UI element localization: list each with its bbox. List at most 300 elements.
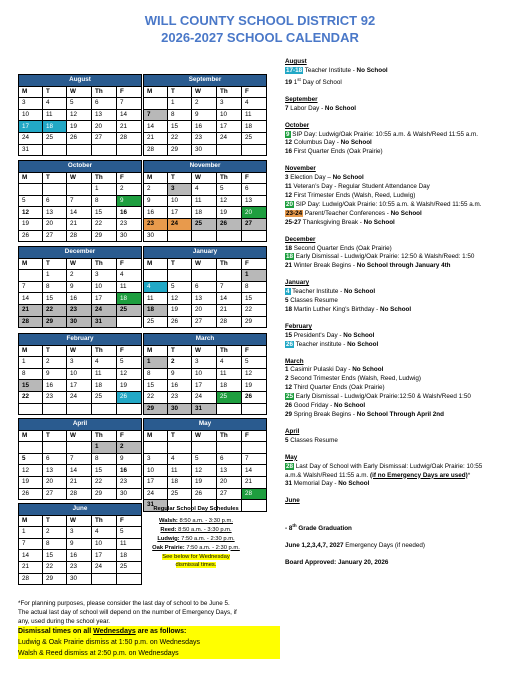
day-cell bbox=[19, 270, 43, 282]
day-cell: 25 bbox=[192, 218, 217, 230]
day-cell: 15 bbox=[92, 207, 117, 219]
day-cell: 15 bbox=[43, 550, 67, 562]
day-cell: 23 bbox=[117, 218, 142, 230]
day-cell bbox=[92, 144, 117, 156]
day-cell: 22 bbox=[92, 218, 117, 230]
day-cell: 1 bbox=[92, 442, 117, 454]
weekday-label: W bbox=[67, 86, 92, 98]
day-cell: 9 bbox=[168, 368, 192, 380]
day-cell: 19 bbox=[19, 476, 43, 488]
weekday-label: F bbox=[117, 258, 142, 270]
day-cell: 11 bbox=[43, 109, 67, 121]
day-cell: 31 bbox=[144, 500, 168, 512]
event-month-heading: June bbox=[285, 497, 300, 505]
weekday-label: M bbox=[19, 258, 43, 270]
weekday-label: Th bbox=[92, 258, 117, 270]
day-cell: 21 bbox=[117, 121, 142, 133]
day-cell: 20 bbox=[192, 304, 217, 316]
month-name: August bbox=[19, 75, 142, 87]
event-line: 7 Labor Day - No School bbox=[285, 104, 357, 112]
district-title: WILL COUNTY SCHOOL DISTRICT 92 bbox=[144, 13, 376, 28]
weekday-label: F bbox=[242, 172, 267, 184]
day-cell: 27 bbox=[192, 316, 217, 328]
day-cell: 8 bbox=[43, 281, 67, 293]
day-cell: 11 bbox=[117, 281, 142, 293]
month-name: January bbox=[144, 247, 267, 259]
day-cell: 28 bbox=[144, 144, 168, 156]
day-cell: 5 bbox=[117, 527, 142, 539]
weekday-label: M bbox=[144, 86, 168, 98]
day-cell: 30 bbox=[192, 144, 217, 156]
day-cell: 17 bbox=[168, 207, 192, 219]
day-cell: 21 bbox=[19, 304, 43, 316]
day-cell: 27 bbox=[43, 230, 67, 242]
day-cell: 2 bbox=[144, 184, 168, 196]
day-cell: 31 bbox=[192, 403, 217, 415]
day-cell: 9 bbox=[192, 109, 217, 121]
day-cell: 18 bbox=[117, 550, 142, 562]
weekday-label: W bbox=[192, 430, 217, 442]
weekday-label: Th bbox=[92, 345, 117, 357]
day-cell: 10 bbox=[217, 109, 242, 121]
event-line: 2 Second Trimester Ends (Walsh, Reed, Ludwig) bbox=[285, 375, 421, 383]
day-cell: 29 bbox=[168, 144, 192, 156]
day-cell: 1 bbox=[242, 270, 267, 282]
dismissal-walsh: Walsh & Reed dismiss at 2:50 p.m. on Wednesdays bbox=[18, 648, 280, 659]
day-cell: 5 bbox=[19, 195, 43, 207]
day-cell: 26 bbox=[117, 391, 142, 403]
day-cell: 10 bbox=[168, 195, 192, 207]
day-cell: 22 bbox=[92, 476, 117, 488]
day-cell bbox=[168, 230, 192, 242]
day-cell: 3 bbox=[92, 270, 117, 282]
day-cell: 31 bbox=[92, 316, 117, 328]
day-cell: 24 bbox=[92, 561, 117, 573]
event-line: 12 Third Quarter Ends (Oak Prairie) bbox=[285, 384, 385, 392]
day-cell: 10 bbox=[92, 538, 117, 550]
weekday-label: F bbox=[117, 345, 142, 357]
day-cell: 14 bbox=[67, 207, 92, 219]
day-cell: 30 bbox=[144, 230, 168, 242]
weekday-label: T bbox=[168, 258, 192, 270]
day-cell: 12 bbox=[242, 368, 267, 380]
weekday-label: M bbox=[19, 345, 43, 357]
day-cell: 20 bbox=[43, 218, 67, 230]
day-cell: 13 bbox=[242, 195, 267, 207]
day-cell: 25 bbox=[43, 132, 67, 144]
day-cell bbox=[92, 403, 117, 415]
spacer bbox=[285, 534, 517, 542]
event-line: Board Approved: January 20, 2026 bbox=[285, 559, 389, 567]
day-cell: 16 bbox=[144, 207, 168, 219]
day-cell: 3 bbox=[217, 98, 242, 110]
dismissal-heading: Dismissal times on all Wednesdays are as follows: bbox=[18, 626, 280, 637]
day-cell: 17 bbox=[217, 121, 242, 133]
weekday-label: M bbox=[144, 172, 168, 184]
day-cell: 17 bbox=[19, 121, 43, 133]
event-line: 11 Veteran’s Day - Regular Student Attendance Day bbox=[285, 183, 430, 191]
calendar-title: 2026-2027 SCHOOL CALENDAR bbox=[161, 30, 359, 45]
event-line: a.m.& Walsh/Reed 11:55 a.m. (if no Emergency Days are used)* bbox=[285, 471, 471, 479]
day-cell: 15 bbox=[168, 121, 192, 133]
day-cell: 10 bbox=[92, 281, 117, 293]
weekday-label: W bbox=[67, 172, 92, 184]
weekday-label: W bbox=[192, 345, 217, 357]
schedule-heading: Regular School Day Schedules bbox=[153, 506, 239, 512]
day-cell: 18 bbox=[92, 380, 117, 392]
weekday-label: Th bbox=[217, 172, 242, 184]
day-cell: 3 bbox=[67, 357, 92, 369]
day-cell: 28 bbox=[217, 316, 242, 328]
day-cell: 30 bbox=[117, 230, 142, 242]
event-month-heading: December bbox=[285, 235, 316, 243]
event-date-tag: 28 bbox=[286, 462, 294, 470]
day-cell: 26 bbox=[19, 488, 43, 500]
day-cell: 16 bbox=[168, 380, 192, 392]
day-cell: 10 bbox=[19, 109, 43, 121]
day-cell: 24 bbox=[19, 132, 43, 144]
day-cell: 28 bbox=[117, 132, 142, 144]
spacer bbox=[285, 315, 517, 323]
weekday-label: T bbox=[168, 345, 192, 357]
month-name: November bbox=[144, 161, 267, 173]
day-cell bbox=[242, 442, 267, 454]
weekday-label: Th bbox=[92, 172, 117, 184]
day-cell: 25 bbox=[242, 132, 267, 144]
day-cell: 22 bbox=[168, 132, 192, 144]
day-cell: 12 bbox=[19, 465, 43, 477]
spacer bbox=[285, 489, 517, 497]
day-cell: 14 bbox=[217, 293, 242, 305]
event-month-heading: October bbox=[285, 121, 310, 129]
event-line: 25 Early Dismissal - Ludwig/Oak Prairie:12:50 & Walsh/Reed 1:50 bbox=[286, 393, 471, 401]
day-cell: 15 bbox=[144, 380, 168, 392]
spacer bbox=[285, 114, 517, 122]
day-cell: 6 bbox=[192, 281, 217, 293]
day-cell: 30 bbox=[117, 488, 142, 500]
day-cell: 23 bbox=[192, 132, 217, 144]
weekday-label: W bbox=[67, 515, 92, 527]
event-month-heading: February bbox=[285, 322, 312, 330]
weekday-label: F bbox=[242, 86, 267, 98]
day-cell: 25 bbox=[92, 391, 117, 403]
day-cell: 24 bbox=[144, 488, 168, 500]
day-cell: 24 bbox=[168, 218, 192, 230]
day-cell: 23 bbox=[67, 561, 92, 573]
day-cell: 5 bbox=[217, 184, 242, 196]
day-cell: 27 bbox=[92, 132, 117, 144]
spacer bbox=[285, 228, 517, 236]
event-line: 26 Good Friday - No School bbox=[285, 402, 366, 410]
day-cell: 28 bbox=[19, 573, 43, 585]
day-cell bbox=[192, 442, 217, 454]
month-september bbox=[143, 74, 267, 156]
day-cell: 19 bbox=[19, 218, 43, 230]
events-column bbox=[285, 58, 517, 568]
day-cell: 25 bbox=[117, 561, 142, 573]
day-cell: 4 bbox=[43, 98, 67, 110]
day-cell: 16 bbox=[117, 465, 142, 477]
event-month-heading: April bbox=[285, 427, 300, 435]
day-cell: 26 bbox=[67, 132, 92, 144]
month-name: February bbox=[19, 334, 142, 346]
day-cell: 20 bbox=[242, 207, 267, 219]
day-cell: 7 bbox=[19, 538, 43, 550]
weekday-label: Th bbox=[217, 258, 242, 270]
day-cell: 14 bbox=[117, 109, 142, 121]
day-cell: 24 bbox=[217, 132, 242, 144]
planning-note-1: *For planning purposes, please consider the last day of school to be June 5. bbox=[18, 600, 230, 607]
day-cell: 14 bbox=[144, 121, 168, 133]
day-cell bbox=[217, 270, 242, 282]
day-cell bbox=[67, 144, 92, 156]
day-cell: 29 bbox=[144, 403, 168, 415]
day-cell: 5 bbox=[192, 453, 217, 465]
day-cell: 3 bbox=[168, 184, 192, 196]
day-cell bbox=[217, 403, 242, 415]
event-line: 18 Early Dismissal - Ludwig/Oak Prairie: 12:50 & Walsh/Reed: 1:50 bbox=[286, 253, 475, 261]
event-date-tag: 20 bbox=[286, 200, 294, 208]
schedule-walsh: Walsh: 8:50 a.m. - 3:30 p.m. bbox=[159, 517, 233, 524]
event-line: 31 Memorial Day - No School bbox=[285, 480, 370, 488]
day-cell bbox=[43, 442, 67, 454]
day-cell bbox=[43, 184, 67, 196]
day-cell: 25 bbox=[168, 488, 192, 500]
day-cell: 18 bbox=[168, 476, 192, 488]
day-cell: 13 bbox=[43, 207, 67, 219]
day-cell: 17 bbox=[192, 380, 217, 392]
day-cell: 28 bbox=[242, 488, 267, 500]
day-cell: 11 bbox=[168, 465, 192, 477]
day-cell: 18 bbox=[242, 121, 267, 133]
day-cell: 1 bbox=[144, 357, 168, 369]
weekday-label: F bbox=[117, 86, 142, 98]
day-cell: 4 bbox=[117, 270, 142, 282]
day-cell: 24 bbox=[92, 304, 117, 316]
day-cell: 5 bbox=[168, 281, 192, 293]
month-february bbox=[18, 333, 142, 415]
day-cell: 18 bbox=[192, 207, 217, 219]
event-line: 15 President's Day - No School bbox=[285, 331, 375, 339]
weekday-label: M bbox=[144, 430, 168, 442]
event-line: June 1,2,3,4,7, 2027 Emergency Days (if needed) bbox=[285, 542, 426, 550]
day-cell: 8 bbox=[92, 453, 117, 465]
day-cell: 20 bbox=[43, 476, 67, 488]
schedule-reed: Reed: 8:50 a.m. - 3:30 p.m. bbox=[160, 526, 232, 533]
day-cell bbox=[43, 144, 67, 156]
event-line: 26 Teacher institute - No School bbox=[286, 340, 379, 348]
day-cell bbox=[144, 270, 168, 282]
day-cell: 20 bbox=[92, 121, 117, 133]
day-cell: 21 bbox=[217, 304, 242, 316]
weekday-label: T bbox=[43, 515, 67, 527]
day-cell: 14 bbox=[242, 465, 267, 477]
month-march bbox=[143, 333, 267, 415]
day-cell: 1 bbox=[92, 184, 117, 196]
day-cell: 23 bbox=[168, 391, 192, 403]
day-cell: 4 bbox=[144, 281, 168, 293]
month-name: May bbox=[144, 419, 267, 431]
day-cell: 25 bbox=[117, 304, 142, 316]
day-cell: 29 bbox=[242, 316, 267, 328]
day-cell: 16 bbox=[43, 380, 67, 392]
day-cell: 2 bbox=[43, 357, 67, 369]
weekday-label: F bbox=[242, 430, 267, 442]
day-cell: 19 bbox=[217, 207, 242, 219]
day-cell bbox=[117, 144, 142, 156]
day-cell: 22 bbox=[19, 391, 43, 403]
weekday-label: T bbox=[168, 86, 192, 98]
day-cell: 12 bbox=[19, 207, 43, 219]
event-date-tag: 9 bbox=[286, 130, 290, 138]
spacer bbox=[285, 88, 517, 96]
day-cell: 2 bbox=[117, 442, 142, 454]
day-cell bbox=[242, 230, 267, 242]
day-cell: 12 bbox=[168, 293, 192, 305]
day-cell: 11 bbox=[242, 109, 267, 121]
month-may bbox=[143, 418, 267, 512]
day-cell: 14 bbox=[67, 465, 92, 477]
day-cell: 12 bbox=[117, 368, 142, 380]
day-cell: 9 bbox=[43, 368, 67, 380]
weekday-label: T bbox=[43, 258, 67, 270]
day-cell: 9 bbox=[67, 538, 92, 550]
day-cell bbox=[92, 573, 117, 585]
day-cell: 6 bbox=[43, 195, 67, 207]
event-line: 18 Martin Luther King's Birthday - No School bbox=[285, 305, 412, 313]
day-cell: 13 bbox=[92, 109, 117, 121]
day-cell: 5 bbox=[242, 357, 267, 369]
day-cell: 23 bbox=[43, 391, 67, 403]
day-cell: 25 bbox=[217, 391, 242, 403]
footer-notes bbox=[18, 599, 280, 659]
event-line: 5 Classes Resume bbox=[285, 436, 338, 444]
day-cell: 13 bbox=[217, 465, 242, 477]
day-cell: 8 bbox=[144, 368, 168, 380]
day-cell bbox=[43, 403, 67, 415]
day-cell: 2 bbox=[67, 270, 92, 282]
day-cell bbox=[67, 403, 92, 415]
spacer bbox=[285, 551, 517, 559]
day-cell: 26 bbox=[168, 316, 192, 328]
day-cell bbox=[144, 442, 168, 454]
day-cell: 12 bbox=[217, 195, 242, 207]
schedule-note: See below for Wednesday dismissal times. bbox=[162, 553, 230, 569]
spacer bbox=[285, 350, 517, 358]
day-cell: 12 bbox=[67, 109, 92, 121]
day-cell: 30 bbox=[67, 316, 92, 328]
weekday-label: Th bbox=[92, 86, 117, 98]
day-cell: 5 bbox=[19, 453, 43, 465]
day-cell: 22 bbox=[144, 391, 168, 403]
day-cell bbox=[217, 442, 242, 454]
day-cell: 7 bbox=[67, 453, 92, 465]
day-cell: 1 bbox=[168, 98, 192, 110]
day-cell bbox=[144, 98, 168, 110]
day-cell: 10 bbox=[144, 465, 168, 477]
day-cell: 2 bbox=[43, 527, 67, 539]
weekday-label: F bbox=[242, 345, 267, 357]
day-cell: 8 bbox=[242, 281, 267, 293]
day-cell: 28 bbox=[19, 316, 43, 328]
day-cell: 17 bbox=[144, 476, 168, 488]
month-name: June bbox=[19, 504, 142, 516]
day-cell: 1 bbox=[19, 357, 43, 369]
day-cell: 22 bbox=[43, 561, 67, 573]
day-cell: 18 bbox=[43, 121, 67, 133]
day-cell: 14 bbox=[19, 550, 43, 562]
dismissal-ludwig: Ludwig & Oak Prairie dismiss at 1:50 p.m. on Wednesdays bbox=[18, 637, 280, 648]
weekday-label: F bbox=[117, 515, 142, 527]
day-cell: 17 bbox=[92, 550, 117, 562]
day-cell bbox=[192, 270, 217, 282]
day-cell: 8 bbox=[19, 368, 43, 380]
day-cell: 7 bbox=[217, 281, 242, 293]
weekday-label: M bbox=[19, 172, 43, 184]
day-cell: 5 bbox=[67, 98, 92, 110]
day-cell: 27 bbox=[43, 488, 67, 500]
day-cell: 2 bbox=[168, 357, 192, 369]
day-cell: 6 bbox=[43, 453, 67, 465]
day-cell: 4 bbox=[168, 453, 192, 465]
event-line: 5 Classes Resume bbox=[285, 297, 338, 305]
event-line: - 8th Grade Graduation bbox=[285, 523, 352, 533]
spacer bbox=[285, 157, 517, 165]
weekday-label: T bbox=[43, 86, 67, 98]
day-cell bbox=[242, 403, 267, 415]
day-cell: 1 bbox=[19, 527, 43, 539]
day-cell: 10 bbox=[67, 368, 92, 380]
day-cell: 17 bbox=[92, 293, 117, 305]
day-cell: 11 bbox=[92, 368, 117, 380]
spacer bbox=[285, 506, 517, 514]
day-cell: 24 bbox=[192, 391, 217, 403]
day-cell bbox=[67, 184, 92, 196]
weekday-label: F bbox=[242, 258, 267, 270]
planning-note-2: The actual last day of school will depend on the number of Emergency Days, if bbox=[18, 609, 237, 616]
event-month-heading: May bbox=[285, 453, 298, 461]
day-cell: 29 bbox=[43, 316, 67, 328]
day-cell: 11 bbox=[144, 293, 168, 305]
event-line: 23-24 Parent/Teacher Conferences - No School bbox=[286, 209, 422, 217]
event-line: 4 Teacher Institute - No School bbox=[286, 288, 376, 296]
day-cell bbox=[117, 403, 142, 415]
day-cell: 7 bbox=[19, 281, 43, 293]
day-cell bbox=[242, 144, 267, 156]
day-cell: 19 bbox=[242, 380, 267, 392]
day-cell: 14 bbox=[19, 293, 43, 305]
day-cell: 19 bbox=[168, 304, 192, 316]
weekday-label: Th bbox=[217, 345, 242, 357]
day-cell: 21 bbox=[242, 476, 267, 488]
day-cell: 13 bbox=[192, 293, 217, 305]
day-cell: 23 bbox=[144, 218, 168, 230]
month-october bbox=[18, 160, 142, 242]
day-cell: 23 bbox=[67, 304, 92, 316]
event-line: 17-18 Teacher Institute - No School bbox=[286, 66, 388, 74]
event-line: 1 Casimir Pulaski Day - No School bbox=[285, 366, 384, 374]
day-cell: 11 bbox=[217, 368, 242, 380]
day-cell bbox=[217, 230, 242, 242]
event-line: 18 Second Quarter Ends (Oak Prairie) bbox=[285, 244, 392, 252]
event-line: 21 Winter Break Begins - No School through January 4th bbox=[285, 262, 451, 270]
day-cell: 28 bbox=[67, 488, 92, 500]
day-cell: 26 bbox=[217, 218, 242, 230]
day-cell bbox=[217, 144, 242, 156]
day-cell: 9 bbox=[144, 195, 168, 207]
day-cell: 12 bbox=[192, 465, 217, 477]
weekday-label: T bbox=[168, 172, 192, 184]
